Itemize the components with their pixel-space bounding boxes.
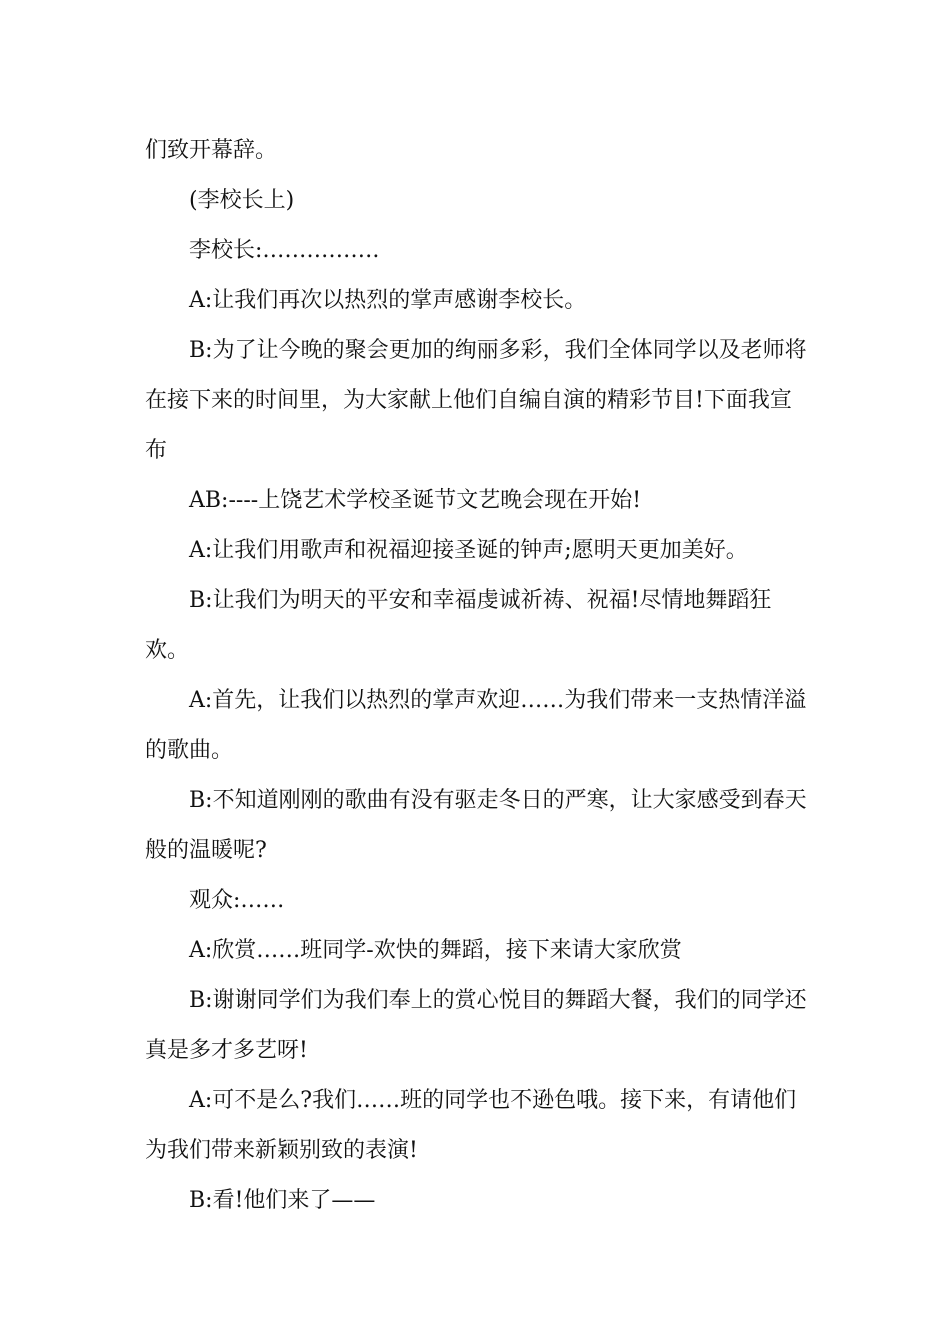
paragraph-2: (李校长上) bbox=[189, 188, 295, 213]
paragraph-3: 李校长:……………. bbox=[189, 238, 380, 263]
paragraph-1: 们致开幕辞。 bbox=[145, 138, 278, 163]
paragraph-11: 观众:…… bbox=[189, 888, 285, 913]
paragraph-15: B:看!他们来了—— bbox=[189, 1188, 376, 1213]
paragraph-12: A:欣赏……班同学-欢快的舞蹈，接下来请大家欣赏 bbox=[189, 938, 682, 963]
paragraph-10: B:不知道刚刚的歌曲有没有驱走冬日的严寒，让大家感受到春天般的温暖呢? bbox=[145, 788, 807, 863]
paragraph-14: A:可不是么?我们……班的同学也不逊色哦。接下来，有请他们为我们带来新颖别致的表演! bbox=[145, 1088, 797, 1163]
document-body bbox=[145, 126, 810, 1226]
paragraph-13: B:谢谢同学们为我们奉上的赏心悦目的舞蹈大餐，我们的同学还真是多才多艺呀! bbox=[145, 988, 807, 1063]
paragraph-4: A:让我们再次以热烈的掌声感谢李校长。 bbox=[189, 288, 587, 313]
paragraph-9: A:首先，让我们以热烈的掌声欢迎……为我们带来一支热情洋溢的歌曲。 bbox=[145, 688, 807, 763]
paragraph-5: B:为了让今晚的聚会更加的绚丽多彩，我们全体同学以及老师将在接下来的时间里，为大家献上他们自编自演的精彩节目!下面我宣布 bbox=[145, 338, 807, 463]
paragraph-7: A:让我们用歌声和祝福迎接圣诞的钟声;愿明天更加美好。 bbox=[189, 538, 748, 563]
paragraph-6: AB:----上饶艺术学校圣诞节文艺晚会现在开始! bbox=[189, 488, 642, 513]
paragraph-8: B:让我们为明天的平安和幸福虔诚祈祷、祝福!尽情地舞蹈狂欢。 bbox=[145, 588, 772, 663]
